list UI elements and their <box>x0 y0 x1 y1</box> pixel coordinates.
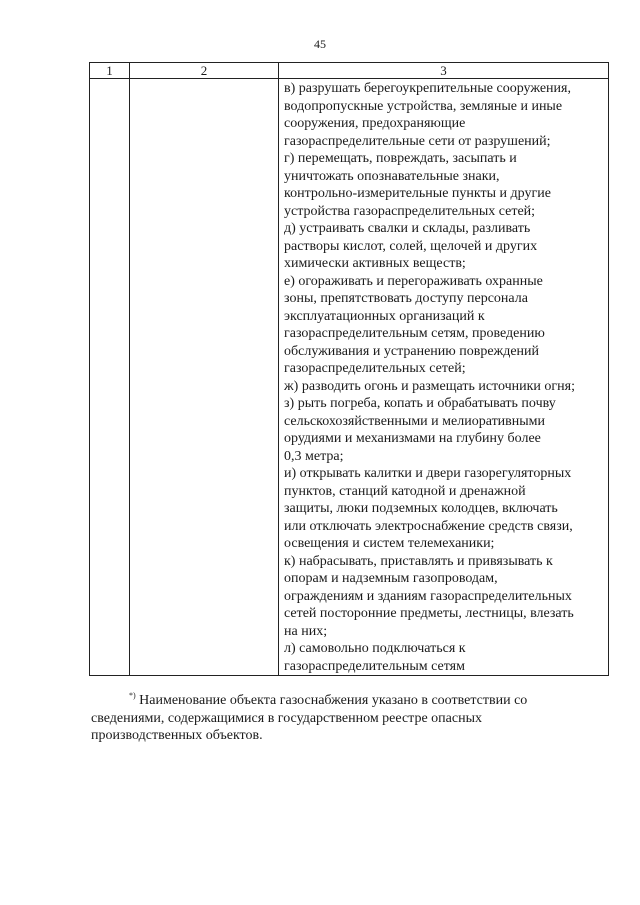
page-number: 45 <box>314 37 326 51</box>
list-item: освещения и систем телемеханики; <box>284 536 495 551</box>
list-item: ограждениям и зданиям газораспределительных <box>284 588 572 604</box>
cell-col-1 <box>90 79 130 676</box>
list-item: на них; <box>284 623 328 639</box>
list-item: и) открывать калитки и двери газорегуляторных <box>284 466 572 481</box>
requirements-table <box>89 62 609 676</box>
header-col-1: 1 <box>90 63 130 79</box>
list-item: опорам и надземным газопроводам, <box>284 571 498 586</box>
list-item: устройства газораспределительных сетей; <box>284 203 536 219</box>
list-item: г) перемещать, повреждать, засыпать и <box>284 151 517 166</box>
list-item: ж) разводить огонь и размещать источники огня; <box>284 378 575 394</box>
header-col-3: 3 <box>279 63 609 79</box>
list-item: водопропускные устройства, земляные и иные <box>284 98 563 114</box>
list-item: орудиями и механизмами на глубину более <box>284 431 541 446</box>
list-item: 0,3 метра; <box>284 448 344 464</box>
list-item: газораспределительных сетей; <box>284 361 466 376</box>
footnote-marker: *) <box>129 691 136 700</box>
list-item: з) рыть погреба, копать и обрабатывать почву <box>284 396 556 411</box>
list-item: сетей посторонние предметы, лестницы, влезать <box>284 606 574 621</box>
footnote <box>91 687 604 745</box>
list-item: уничтожать опознавательные знаки, <box>284 168 500 184</box>
list-item: к) набрасывать, приставлять и привязывать к <box>284 553 553 569</box>
list-item: л) самовольно подключаться к <box>284 641 466 656</box>
list-item: контрольно-измерительные пункты и другие <box>284 186 551 201</box>
list-item: растворы кислот, солей, щелочей и других <box>284 238 538 254</box>
list-item: газораспределительным сетям, проведению <box>284 326 545 341</box>
footnote-line-3: производственных объектов. <box>91 728 263 743</box>
footnote-text-1: Наименование объекта газоснабжения указано в соответствии со <box>139 693 528 708</box>
list-item: обслуживания и устранению повреждений <box>284 343 540 359</box>
table-row <box>90 79 609 676</box>
list-item: или отключать электроснабжение средств связи, <box>284 518 573 534</box>
list-item: газораспределительные сети от разрушений; <box>284 133 551 149</box>
list-item: д) устраивать свалки и склады, разливать <box>284 221 531 236</box>
list-item: в) разрушать берегоукрепительные сооружения, <box>284 81 571 96</box>
list-item: эксплуатационных организаций к <box>284 308 485 324</box>
list-item: е) огораживать и перегораживать охранные <box>284 273 543 289</box>
list-item: сооружения, предохраняющие <box>284 116 466 131</box>
list-item: химически активных веществ; <box>284 256 466 271</box>
prohibitions-list <box>279 79 608 675</box>
cell-col-2 <box>130 79 279 676</box>
list-item: пунктов, станций катодной и дренажной <box>284 483 526 499</box>
table-header-row <box>90 63 609 79</box>
list-item: защиты, люки подземных колодцев, включать <box>284 501 558 516</box>
cell-col-3 <box>279 79 609 676</box>
list-item: зоны, препятствовать доступу персонала <box>284 291 528 306</box>
footnote-line-2: сведениями, содержащимися в государственном реестре опасных <box>91 710 482 726</box>
list-item: сельскохозяйственными и мелиоративными <box>284 413 546 429</box>
header-col-2: 2 <box>130 63 279 79</box>
footnote-line-1 <box>91 687 604 710</box>
list-item: газораспределительным сетям <box>284 658 465 674</box>
